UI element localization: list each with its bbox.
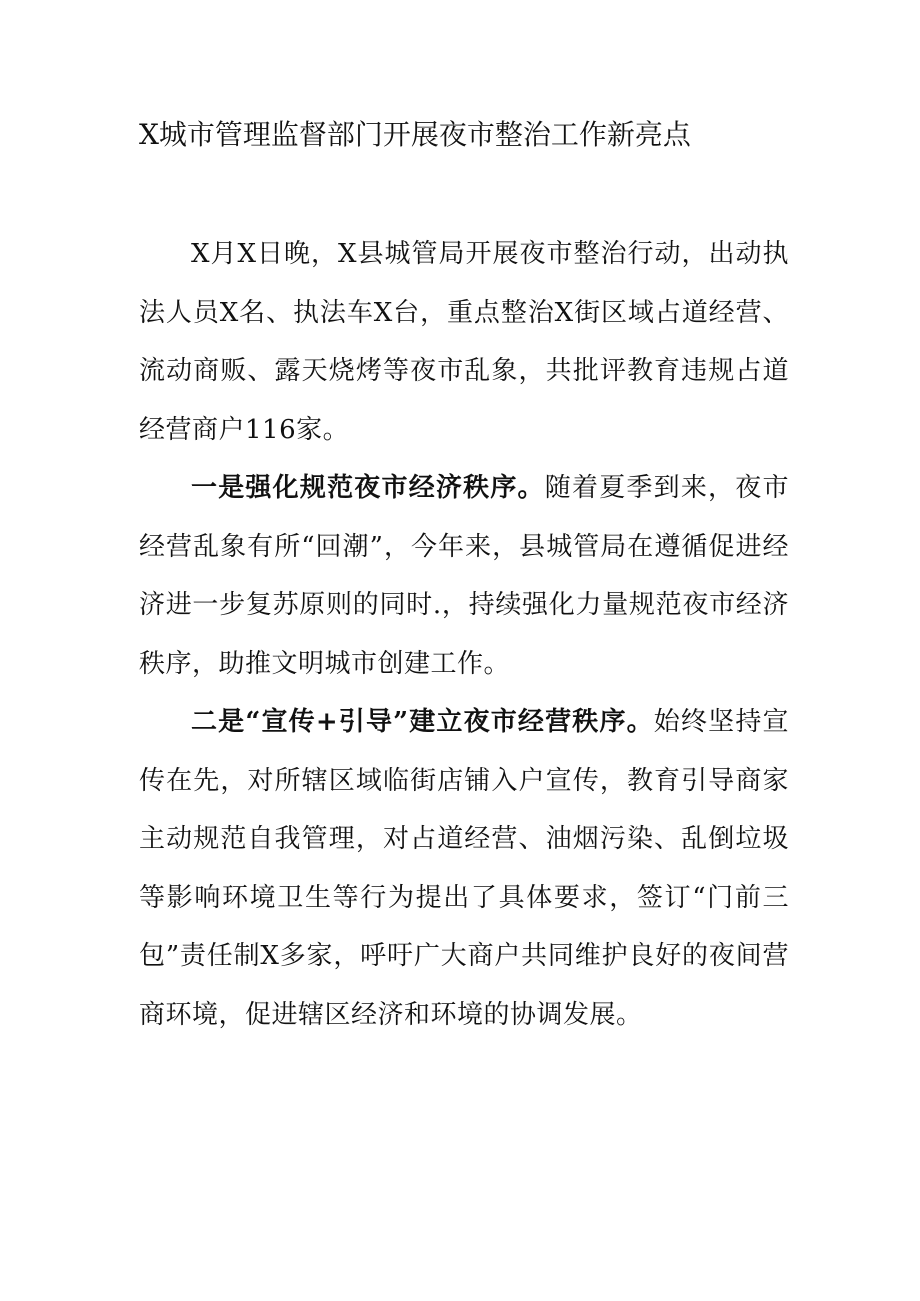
paragraph-1 bbox=[139, 225, 789, 459]
paragraph-1-text: X月X日晚，X县城管局开展夜市整治行动，出动执法人员X名、执法车X台，重点整治X街区域占道经营、流动商贩、露天烧烤等夜市乱象，共批评教育违规占道经营商户116家。 bbox=[139, 239, 789, 445]
paragraph-2-text: 随着夏季到来，夜市经营乱象有所“回潮”，今年来，县城管局在遵循促进经济进一步复苏原则的同时.，持续强化力量规范夜市经济秩序，助推文明城市创建工作。 bbox=[139, 473, 789, 679]
document-title: X城市管理监督部门开展夜市整治工作新亮点 bbox=[139, 118, 691, 151]
paragraph-2-lead: 一是强化规范夜市经济秩序。 bbox=[191, 473, 545, 503]
paragraph-3-lead: 二是“宣传+引导”建立夜市经营秩序。 bbox=[191, 707, 654, 737]
paragraph-2 bbox=[139, 459, 789, 693]
paragraph-3-text: 始终坚持宣传在先，对所辖区域临街店铺入户宣传，教育引导商家主动规范自我管理，对占道经营、油烟污染、乱倒垃圾等影响环境卫生等行为提出了具体要求，签订“门前三包”责任制X多家，呼吁广大商户共同维护良好的夜间营商环境，促进辖区经济和环境的协调发展。 bbox=[139, 707, 789, 1030]
document-body bbox=[139, 225, 789, 1044]
paragraph-3 bbox=[139, 693, 789, 1044]
